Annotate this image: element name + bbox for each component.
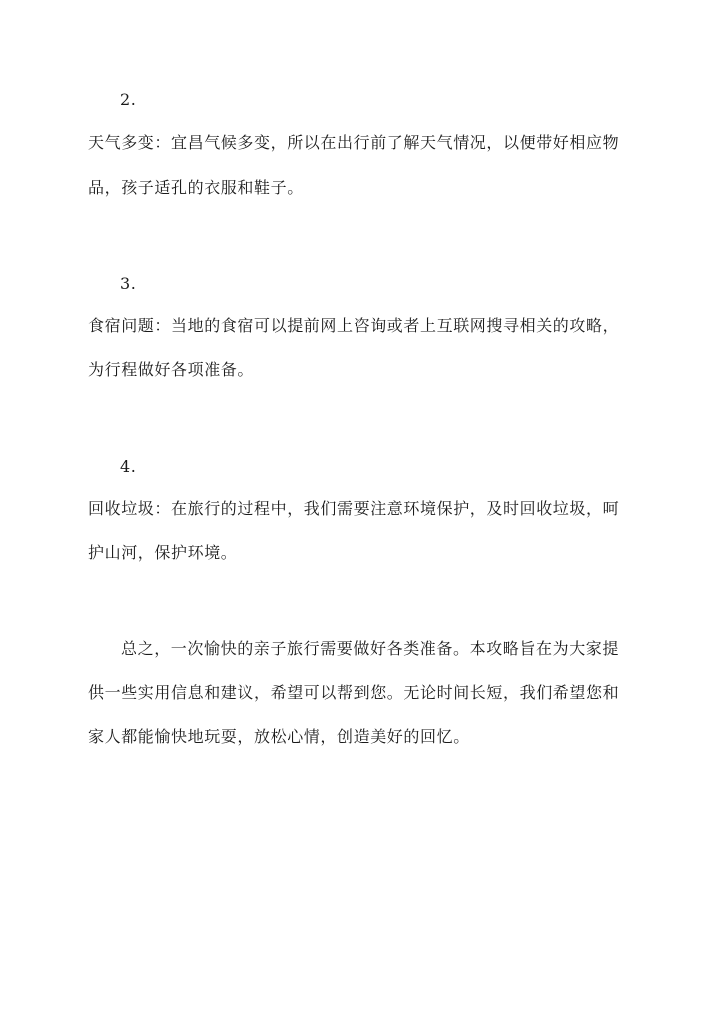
item-text-line: 食宿问题：当地的食宿可以提前网上咨询或者上互联网搜寻相关的攻略， (88, 316, 620, 335)
conclusion-line: 家人都能愉快地玩耍，放松心情，创造美好的回忆。 (88, 727, 470, 746)
conclusion-line: 供一些实用信息和建议，希望可以帮到您。无论时间长短，我们希望您和 (88, 683, 620, 702)
item-number: 3. (120, 274, 137, 293)
item-text-line: 护山河，保护环境。 (88, 543, 238, 562)
item-text-line: 回收垃圾：在旅行的过程中，我们需要注意环境保护，及时回收垃圾，呵 (88, 499, 620, 518)
item-number: 4. (120, 457, 137, 476)
item-text-line: 品，孩子适孔的衣服和鞋子。 (88, 178, 304, 197)
item-text-line: 为行程做好各项准备。 (88, 360, 255, 379)
conclusion-line: 总之，一次愉快的亲子旅行需要做好各类准备。本攻略旨在为大家提 (121, 639, 620, 658)
item-number: 2. (120, 90, 137, 109)
item-text-line: 天气多变：宜昌气候多变，所以在出行前了解天气情况，以便带好相应物 (88, 133, 620, 152)
